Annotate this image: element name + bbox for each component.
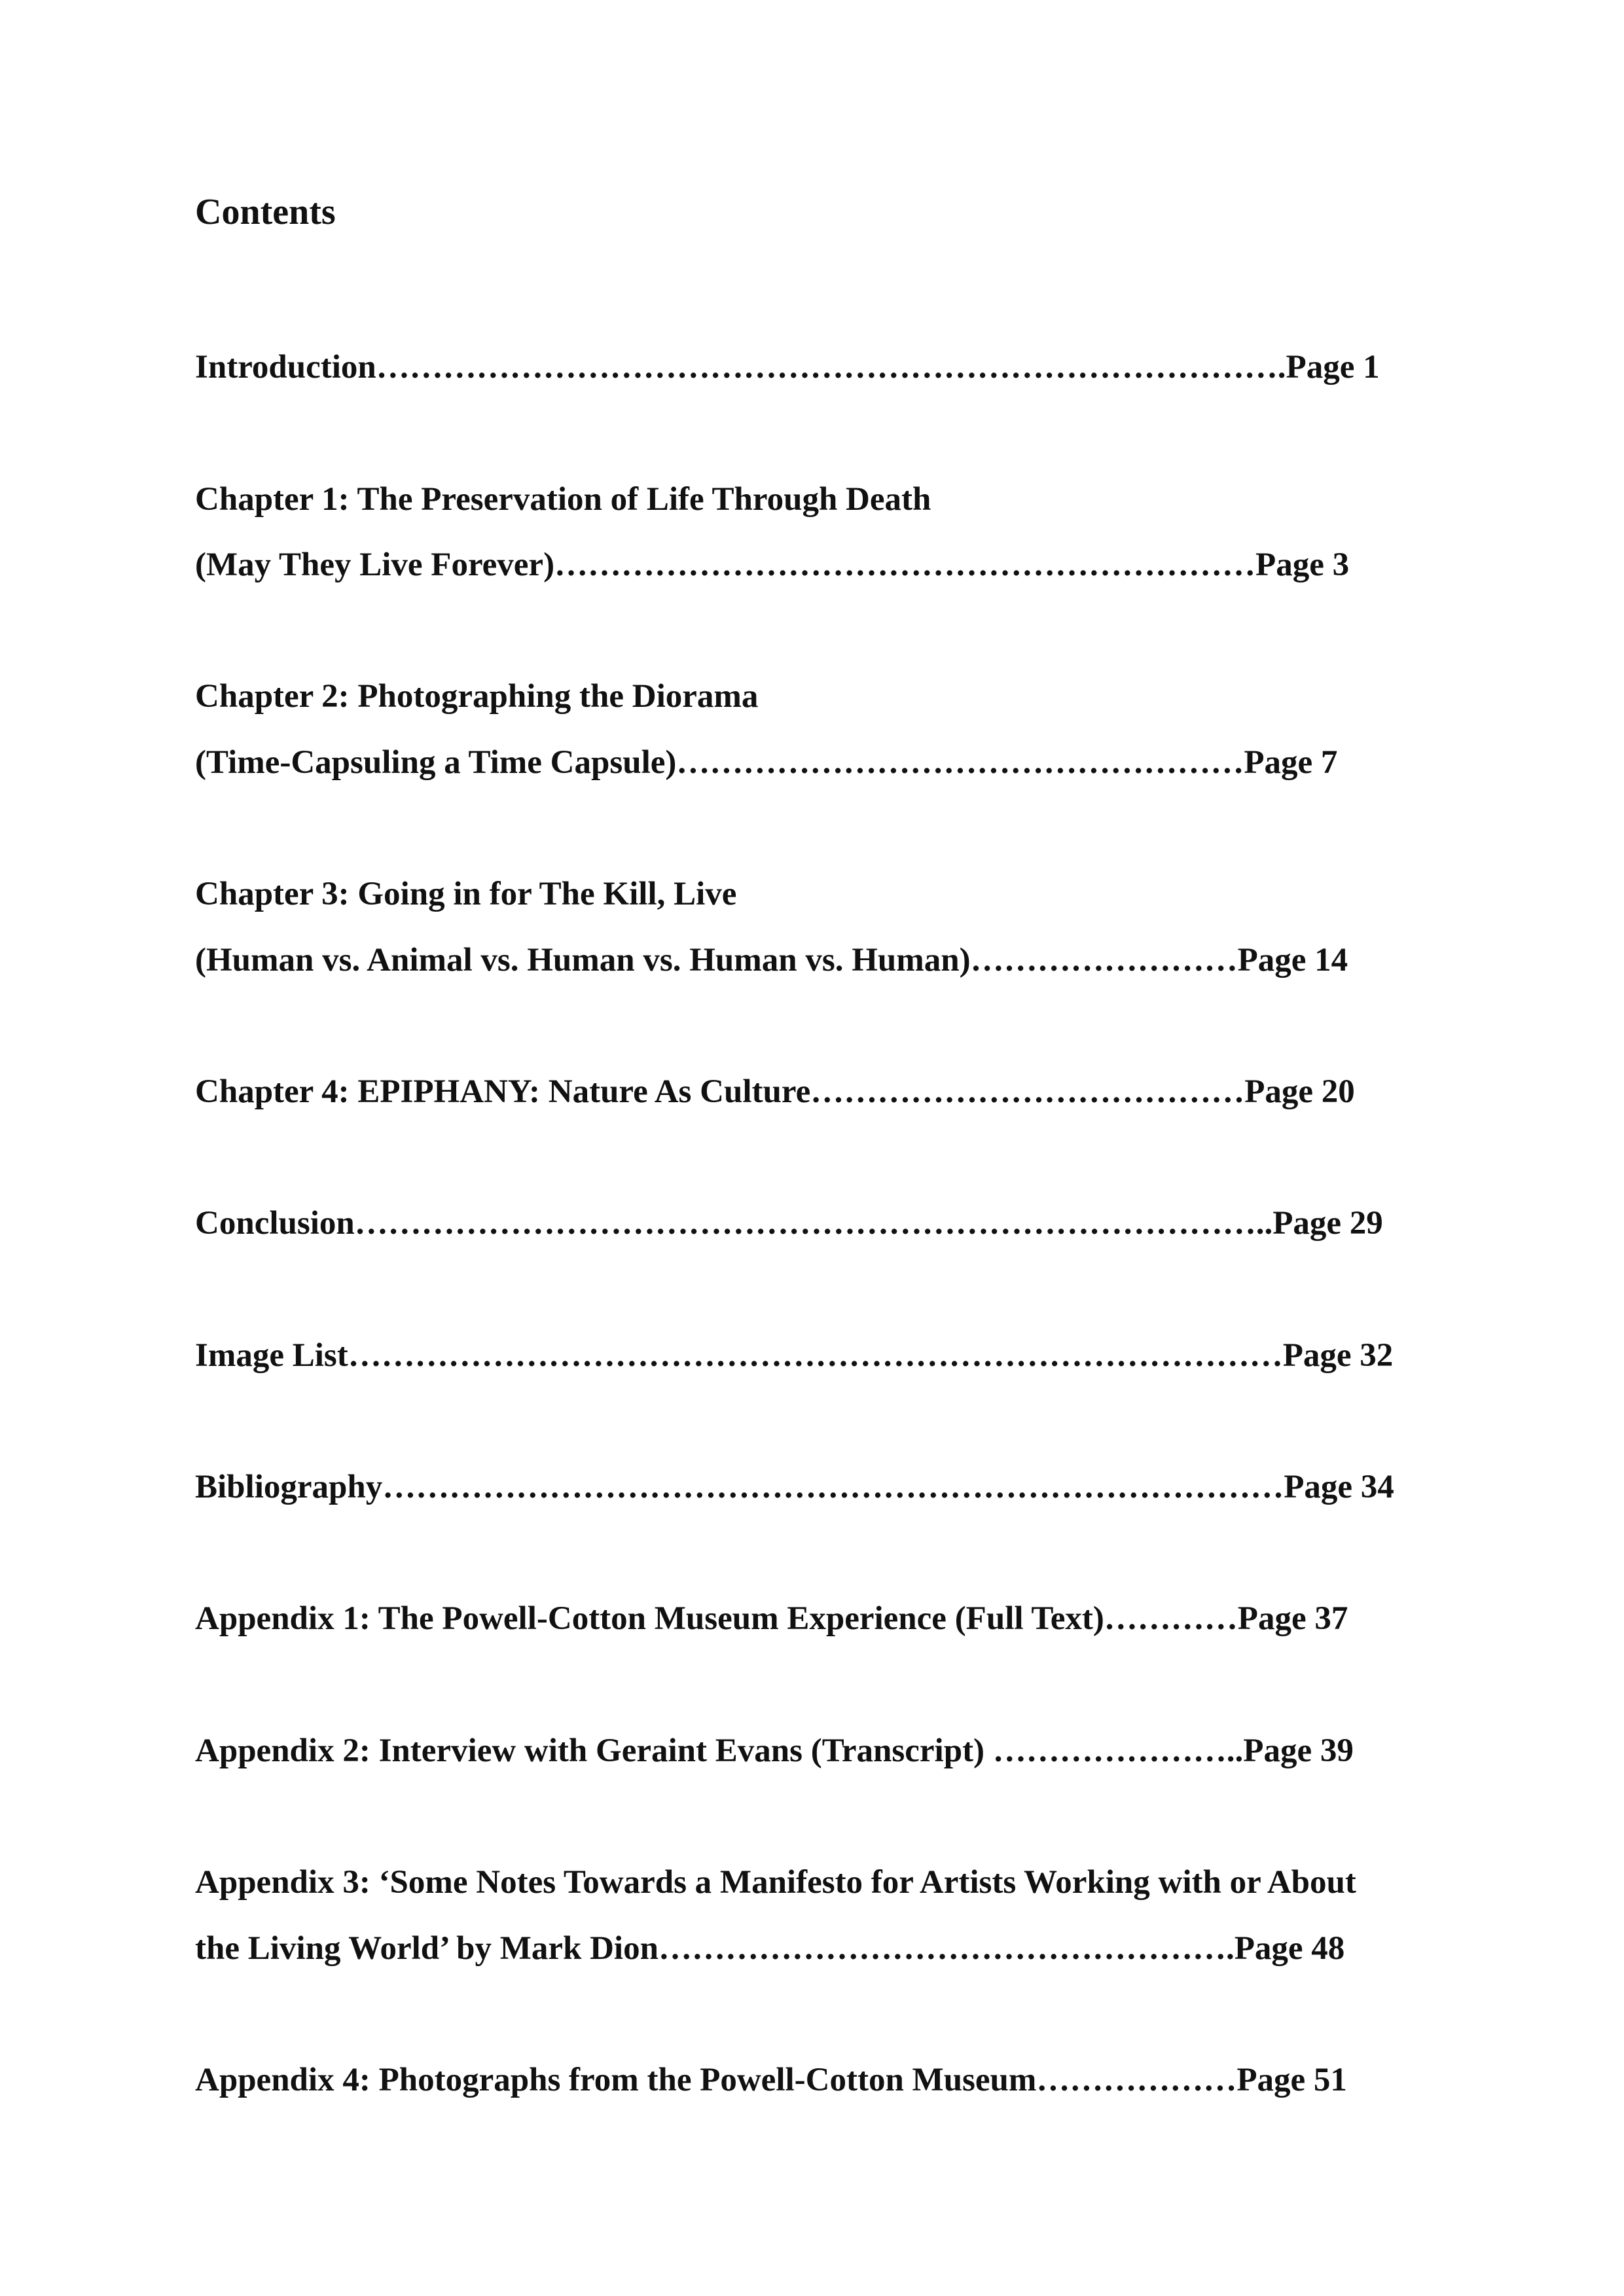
page-title: Contents (195, 192, 336, 232)
toc-entry-appendix3: the Living World’ by Mark Dion…………………………………………….Page 48 (195, 1930, 1345, 1967)
toc-entry-appendix2: Appendix 2: Interview with Geraint Evans (Transcript) …………………..Page 39 (195, 1732, 1354, 1769)
toc-chapter2-title: Chapter 2: Photographing the Diorama (195, 678, 759, 715)
toc-entry-chapter4: Chapter 4: EPIPHANY: Nature As Culture…………………………………Page 20 (195, 1073, 1355, 1110)
toc-entry-conclusion: Conclusion………………………………………………………………………..Page 29 (195, 1205, 1383, 1242)
toc-entry-bibliography: Bibliography………………………………………………………………………Page 34 (195, 1469, 1394, 1505)
toc-entry-appendix4: Appendix 4: Photographs from the Powell-Cotton Museum………………Page 51 (195, 2062, 1347, 2098)
toc-entry-chapter2: (Time-Capsuling a Time Capsule)……………………………………………Page 7 (195, 744, 1338, 781)
toc-entry-chapter3: (Human vs. Animal vs. Human vs. Human vs. Human)……………………Page 14 (195, 942, 1348, 978)
toc-entry-introduction: Introduction……………………………………………………………………….Page 1 (195, 349, 1380, 386)
toc-entry-image-list: Image List…………………………………………………………………………Page 32 (195, 1337, 1394, 1374)
toc-appendix3-title: Appendix 3: ‘Some Notes Towards a Manifesto for Artists Working with or About (195, 1864, 1356, 1901)
toc-chapter3-title: Chapter 3: Going in for The Kill, Live (195, 876, 737, 912)
toc-entry-appendix1: Appendix 1: The Powell-Cotton Museum Experience (Full Text)…………Page 37 (195, 1600, 1348, 1637)
toc-entry-chapter1: (May They Live Forever)………………………………………………………Page 3 (195, 547, 1350, 583)
toc-chapter1-title: Chapter 1: The Preservation of Life Through Death (195, 481, 931, 518)
